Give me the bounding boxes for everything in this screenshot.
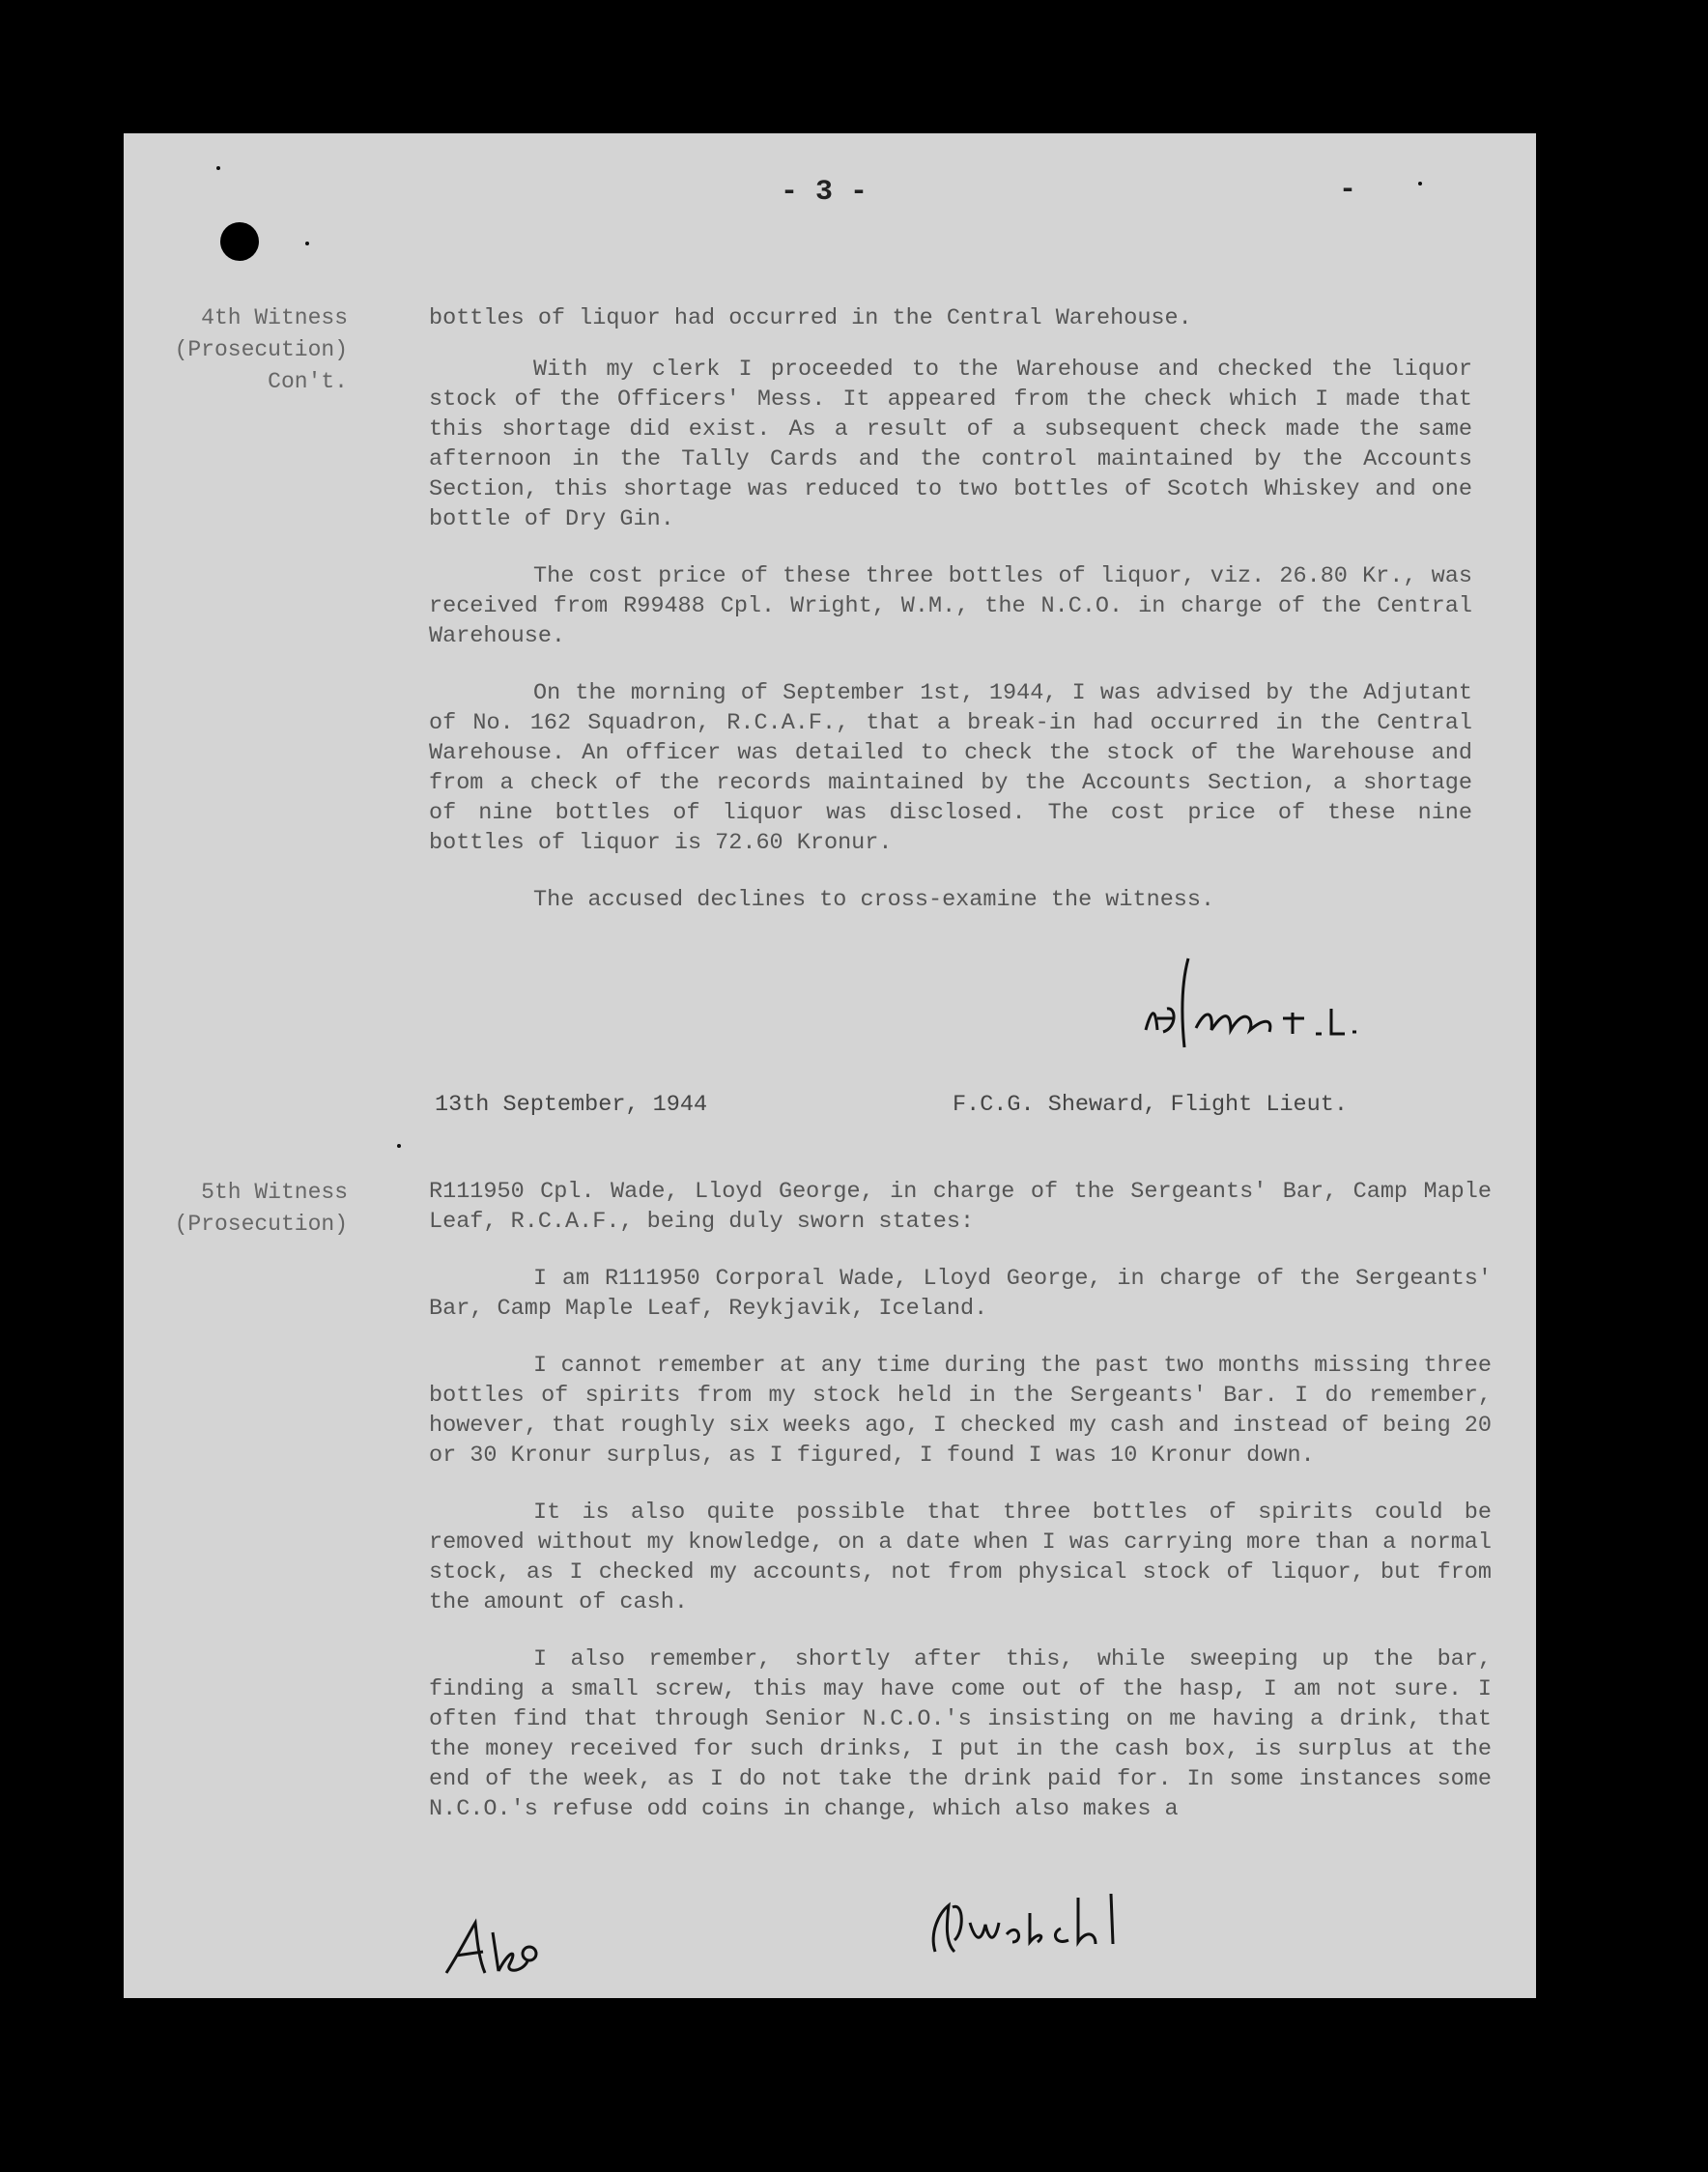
witness4-paragraph: The cost price of these three bottles of liquor, viz. 26.80 Kr., was received from R99488 Cpl. Wright, W.M., the N.C.O. in charge of the Central Warehouse. [429,563,1472,649]
witness5-margin-label: 5th Witness (Prosecution) [174,1180,348,1237]
witness4-testimony [429,303,1472,942]
witness5-paragraph: I also remember, shortly after this, while sweeping up the bar, finding a small screw, this may have come out of the hasp, I am not sure. I often find that through Senior N.C.O.'s insisting on me having a drink, that the money received for such drinks, I put in the cash box, is surplus at the end of the week, as I do not take the drink paid for. In some instances some N.C.O.'s refuse odd coins in change, which also makes a [429,1646,1492,1822]
handwritten-initials [441,1913,547,1981]
witness4-paragraph: The accused declines to cross-examine the witness. [533,887,1215,913]
corner-mark: - [1339,174,1357,207]
page-number: - 3 - [781,176,868,209]
witness5-paragraph: I cannot remember at any time during the past two months missing three bottles of spirits from my stock held in the Sergeants' Bar. I do remember, however, that roughly six weeks ago, I checked my cash and instead of being 20 or 30 Kronur surplus, as I figured, I found I was 10 Kronur down. [429,1353,1492,1469]
witness5-testimony [429,1177,1492,1851]
handwritten-signature-wade [925,1884,1138,1961]
witness4-paragraph: bottles of liquor had occurred in the Central Warehouse. [429,305,1192,331]
speck [397,1144,401,1148]
witness5-paragraph: R111950 Cpl. Wade, Lloyd George, in charge of the Sergeants' Bar, Camp Maple Leaf, R.C.A.F., being duly sworn states: [429,1179,1492,1235]
witness5-paragraph: It is also quite possible that three bottles of spirits could be removed without my knowledge, on a date when I was carrying more than a normal stock, as I checked my accounts, not from physical stock of liquor, but from the amount of cash. [429,1500,1492,1615]
witness4-paragraph: With my clerk I proceeded to the Warehouse and checked the liquor stock of the Officers' Mess. It appeared from the check which I made that this shortage did exist. As a result of a subsequent check made the same afternoon in the Tally Cards and the control maintained by the Accounts Section, this shortage was reduced to two bottles of Scotch Whiskey and one bottle of Dry Gin. [429,357,1472,532]
speck [1418,182,1422,186]
handwritten-signature-sheward [1138,951,1370,1057]
speck [305,242,309,245]
document-page [124,133,1536,1998]
punch-hole [220,222,259,261]
speck [216,166,220,170]
witness4-date: 13th September, 1944 [435,1092,708,1118]
witness5-paragraph: I am R111950 Corporal Wade, Lloyd George, in charge of the Sergeants' Bar, Camp Maple Leaf, Reykjavik, Iceland. [429,1266,1492,1322]
witness4-margin-label: 4th Witness (Prosecution) Con't. [174,305,348,394]
witness4-signatory: F.C.G. Sheward, Flight Lieut. [953,1092,1348,1118]
witness4-paragraph: On the morning of September 1st, 1944, I was advised by the Adjutant of No. 162 Squadron, R.C.A.F., that a break-in had occurred in the Central Warehouse. An officer was detailed to check the stock of the Warehouse and from a check of the records maintained by the Accounts Section, a shortage of nine bottles of liquor was disclosed. The cost price of these nine bottles of liquor is 72.60 Kronur. [429,680,1472,856]
